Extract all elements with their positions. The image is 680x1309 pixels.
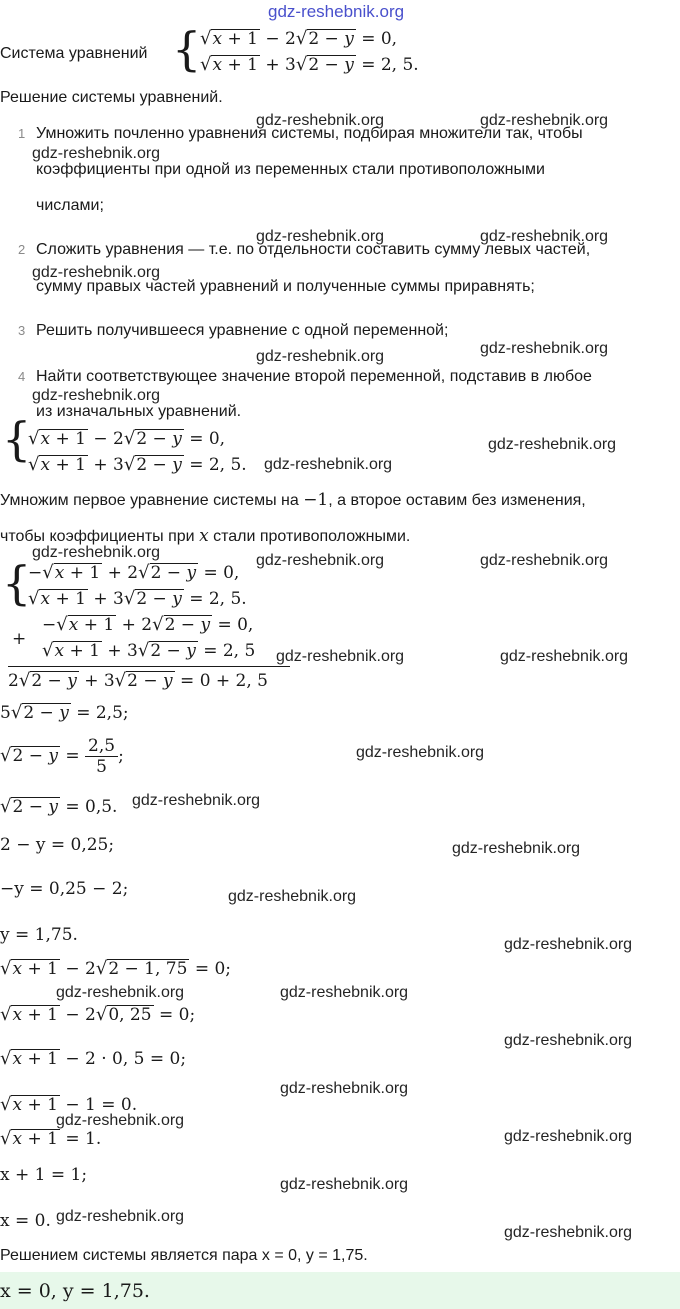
step-s7: √x + 1 − 1 = 0. bbox=[0, 1094, 138, 1115]
watermark: gdz-reshebnik.org bbox=[452, 840, 581, 857]
sum-rule bbox=[8, 666, 290, 667]
step-s5: −y = 0,25 − 2; bbox=[0, 879, 129, 899]
watermark: gdz-reshebnik.org bbox=[500, 648, 629, 665]
watermark: gdz-reshebnik.org bbox=[256, 228, 385, 245]
watermark: gdz-reshebnik.org bbox=[132, 792, 261, 809]
brace: { bbox=[2, 556, 32, 610]
watermark: gdz-reshebnik.org bbox=[356, 744, 485, 761]
step-text: числами; bbox=[36, 197, 104, 214]
step-number: 1 bbox=[18, 126, 26, 141]
conclusion: Решением системы является пара x = 0, y = 1,75. bbox=[0, 1247, 368, 1264]
plus-sign: + bbox=[12, 629, 27, 649]
watermark-top: gdz-reshebnik.org bbox=[268, 2, 405, 21]
system-eq2: √x + 1 + 3√2 − y = 2, 5. bbox=[28, 454, 247, 475]
watermark: gdz-reshebnik.org bbox=[504, 1128, 633, 1145]
step-s8: √x + 1 = 1. bbox=[0, 1128, 102, 1149]
watermark: gdz-reshebnik.org bbox=[280, 984, 409, 1001]
watermark: gdz-reshebnik.org bbox=[504, 936, 633, 953]
watermark: gdz-reshebnik.org bbox=[32, 387, 161, 404]
step-text: Умножить почленно уравнения системы, подбирая множители так, чтобы bbox=[36, 125, 583, 142]
explain-line-2: чтобы коэффициенты при x стали противоположными. bbox=[0, 526, 411, 546]
watermark: gdz-reshebnik.org bbox=[256, 348, 385, 365]
header-eq2: √x + 1 + 3√2 − y = 2, 5. bbox=[200, 54, 419, 75]
system3-eq1: −√x + 1 + 2√2 − y = 0, bbox=[28, 562, 240, 583]
watermark: gdz-reshebnik.org bbox=[264, 456, 393, 473]
system3-eq2: √x + 1 + 3√2 − y = 2, 5. bbox=[28, 588, 247, 609]
brace: { bbox=[172, 22, 202, 76]
watermark: gdz-reshebnik.org bbox=[480, 112, 609, 129]
step-sub3: √x + 1 − 2 · 0, 5 = 0; bbox=[0, 1048, 187, 1069]
step-text: Решить получившееся уравнение с одной переменной; bbox=[36, 322, 449, 339]
step-text: сумму правых частей уравнений и полученные суммы приравнять; bbox=[36, 278, 535, 295]
add-eq1: −√x + 1 + 2√2 − y = 0, bbox=[42, 614, 254, 635]
step-text: из изначальных уравнений. bbox=[36, 403, 242, 420]
answer-box bbox=[0, 1272, 680, 1309]
system-label: Система уравнений bbox=[0, 45, 148, 62]
step-number: 3 bbox=[18, 323, 26, 338]
method-title: Решение системы уравнений. bbox=[0, 89, 223, 106]
brace: { bbox=[2, 412, 32, 466]
watermark: gdz-reshebnik.org bbox=[280, 1176, 409, 1193]
watermark: gdz-reshebnik.org bbox=[488, 436, 617, 453]
step-s10: x = 0. bbox=[0, 1211, 51, 1231]
fraction: $\frac{2,5}{5}$ bbox=[85, 736, 118, 777]
watermark: gdz-reshebnik.org bbox=[256, 112, 385, 129]
watermark: gdz-reshebnik.org bbox=[480, 228, 609, 245]
step-sub1: √x + 1 − 2√2 − 1, 75 = 0; bbox=[0, 958, 232, 979]
add-eq2: √x + 1 + 3√2 − y = 2, 5 bbox=[42, 640, 256, 661]
system-eq1: √x + 1 − 2√2 − y = 0, bbox=[28, 428, 226, 449]
watermark: gdz-reshebnik.org bbox=[56, 1112, 185, 1129]
watermark: gdz-reshebnik.org bbox=[56, 1208, 185, 1225]
sum-result: 2√2 − y + 3√2 − y = 0 + 2, 5 bbox=[8, 670, 268, 691]
step-text: Найти соответствующее значение второй переменной, подставив в любое bbox=[36, 368, 592, 385]
watermark: gdz-reshebnik.org bbox=[56, 984, 185, 1001]
answer-text: x = 0, y = 1,75. bbox=[0, 1280, 150, 1302]
step-r3: √2 − y = 0,5. bbox=[0, 796, 118, 817]
watermark: gdz-reshebnik.org bbox=[32, 264, 161, 281]
watermark: gdz-reshebnik.org bbox=[280, 1080, 409, 1097]
step-number: 4 bbox=[18, 369, 26, 384]
step-s9: x + 1 = 1; bbox=[0, 1165, 88, 1185]
step-number: 2 bbox=[18, 242, 26, 257]
watermark: gdz-reshebnik.org bbox=[480, 552, 609, 569]
watermark: gdz-reshebnik.org bbox=[504, 1224, 633, 1241]
watermark: gdz-reshebnik.org bbox=[504, 1032, 633, 1049]
step-s6: y = 1,75. bbox=[0, 925, 78, 945]
step-text: Сложить уравнения — т.е. по отдельности составить сумму левых частей, bbox=[36, 241, 591, 258]
header-eq1: √x + 1 − 2√2 − y = 0, bbox=[200, 28, 398, 49]
step-r1: 5√2 − y = 2,5; bbox=[0, 702, 129, 723]
explain-line-1: Умножим первое уравнение системы на −1, а второе оставим без изменения, bbox=[0, 490, 586, 510]
step-r2: √2 − y = $\frac{2,5}{5}$ ; bbox=[0, 736, 124, 777]
watermark: gdz-reshebnik.org bbox=[32, 544, 161, 561]
watermark: gdz-reshebnik.org bbox=[480, 340, 609, 357]
watermark: gdz-reshebnik.org bbox=[32, 145, 161, 162]
step-s4: 2 − y = 0,25; bbox=[0, 835, 115, 855]
step-sub2: √x + 1 − 2√0, 25 = 0; bbox=[0, 1004, 196, 1025]
watermark: gdz-reshebnik.org bbox=[228, 888, 357, 905]
step-text: коэффициенты при одной из переменных стали противоположными bbox=[36, 161, 545, 178]
watermark: gdz-reshebnik.org bbox=[256, 552, 385, 569]
watermark: gdz-reshebnik.org bbox=[276, 648, 405, 665]
